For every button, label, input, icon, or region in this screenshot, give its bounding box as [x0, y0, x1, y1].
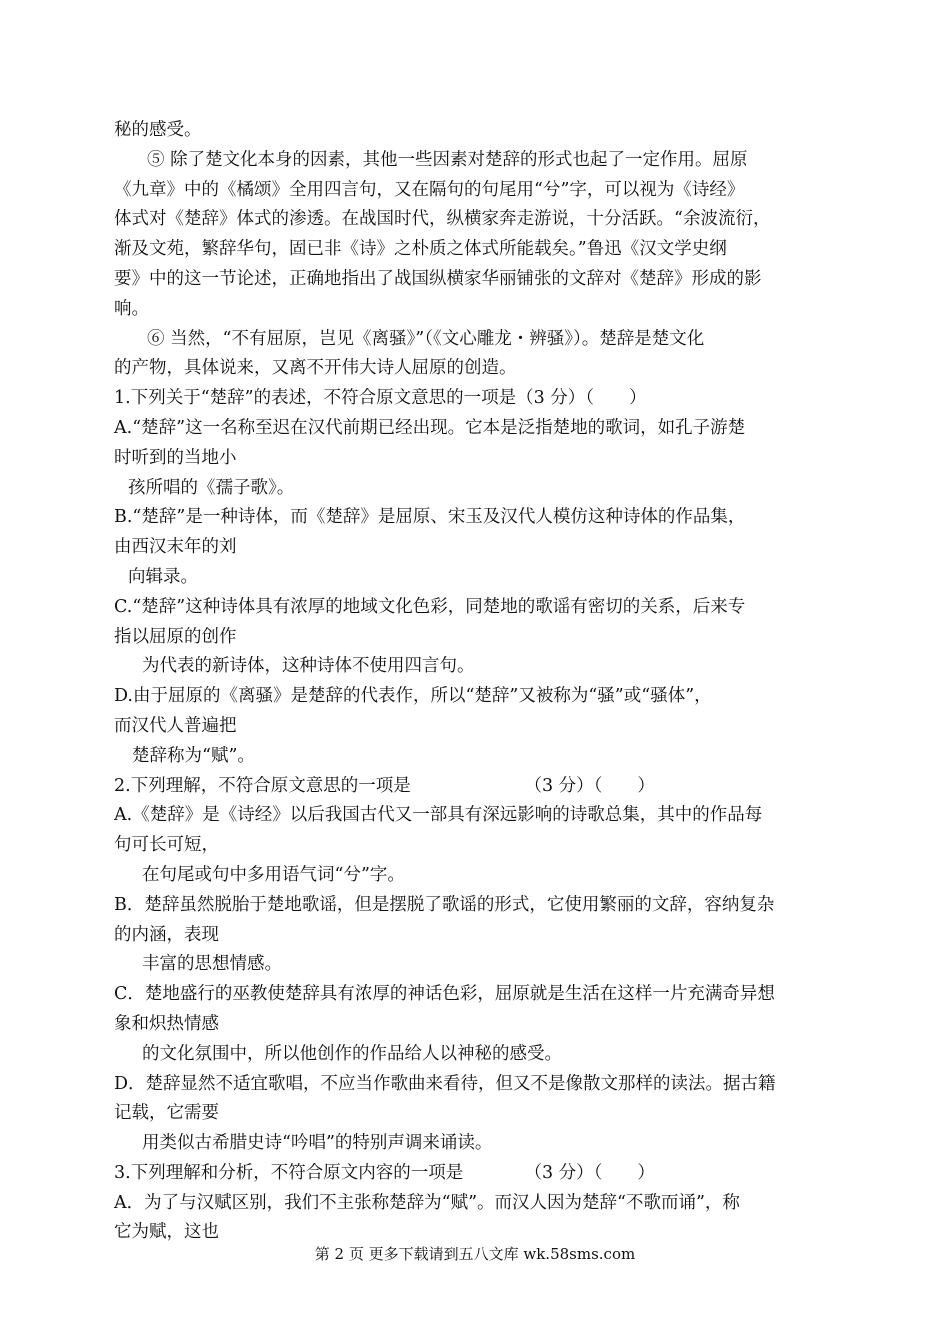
question-1-option-a: A.“楚辞”这一名称至迟在汉代前期已经出现。它本是泛指楚地的歌词，如孔子游楚: [114, 417, 746, 438]
text-line: 指以屈原的创作: [114, 626, 237, 647]
paragraph-5-start: ⑤ 除了楚文化本身的因素，其他一些因素对楚辞的形式也起了一定作用。屈原: [147, 149, 748, 170]
text-line: 《九章》中的《橘颂》全用四言句，又在隔句的句尾用“兮”字，可以视为《诗经》: [114, 179, 745, 200]
text-line: 用类似古希腊史诗“吟唱”的特别声调来诵读。: [142, 1133, 493, 1154]
text-line: 秘的感受。: [114, 120, 202, 140]
question-3-option-a: A．为了与汉赋区别，我们不主张称楚辞为“赋”。而汉人因为楚辞“不歌而诵”，称: [114, 1192, 740, 1213]
text-line: 孩所唱的《孺子歌》。: [128, 477, 295, 498]
text-line: 丰富的思想情感。: [142, 954, 282, 975]
text-line: 它为赋，这也: [114, 1222, 219, 1243]
text-line: 的内涵，表现: [114, 924, 219, 945]
text-line: 时听到的当地小: [114, 447, 237, 468]
document-body: [114, 116, 849, 1248]
paragraph-6-start: ⑥ 当然，“不有屈原，岂见《离骚》”（《文心雕龙・辨骚》）。楚辞是楚文化: [147, 328, 705, 349]
text-line: 向辑录。: [128, 566, 198, 587]
question-1-option-d: D.由于屈原的《离骚》是楚辞的代表作，所以“楚辞”又被称为“骚”或“骚体”，: [114, 686, 712, 707]
question-2-option-a: A.《楚辞》是《诗经》以后我国古代又一部具有深远影响的诗歌总集，其中的作品每: [114, 805, 763, 826]
question-1-option-c: C.“楚辞”这种诗体具有浓厚的地域文化色彩，同楚地的歌谣有密切的关系，后来专: [114, 596, 746, 617]
question-2-stem: 2.下列理解，不符合原文意思的一项是 （3 分）（ ）: [114, 775, 655, 796]
question-1-stem: 1.下列关于“楚辞”的表述，不符合原文意思的一项是（3 分）（ ）: [114, 388, 647, 409]
text-line: 由西汉末年的刘: [114, 537, 237, 558]
text-line: 记载，它需要: [114, 1103, 219, 1124]
text-line: 楚辞称为“赋”。: [132, 745, 255, 766]
text-line: 要》中的这一节论述，正确地指出了战国纵横家华丽铺张的文辞对《楚辞》形成的影: [114, 268, 762, 289]
text-line: 体式对《楚辞》体式的渗透。在战国时代，纵横家奔走游说，十分活跃。“余波流衍，: [114, 209, 771, 230]
text-line: 为代表的新诗体，这种诗体不使用四言句。: [142, 656, 475, 677]
text-line: 渐及文苑，繁辞华句，固已非《诗》之朴质之体式所能载矣。”鲁迅《汉文学史纲: [114, 239, 727, 260]
question-1-option-b: B.“楚辞”是一种诗体，而《楚辞》是屈原、宋玉及汉代人模仿这种诗体的作品集，: [114, 507, 746, 528]
text-line: 而汉代人普遍把: [114, 715, 237, 736]
question-3-stem: 3.下列理解和分析，不符合原文内容的一项是 （3 分）（ ）: [114, 1162, 655, 1183]
text-line: 句可长可短，: [114, 835, 219, 856]
page-footer: 第 2 页 更多下载请到五八文库 wk.58sms.com: [314, 1245, 636, 1263]
text-line: 象和炽热情感: [114, 1013, 219, 1034]
text-line: 响。: [114, 298, 149, 319]
text-line: 的产物，具体说来，又离不开伟大诗人屈原的创造。: [114, 358, 517, 379]
text-line: 的文化氛围中，所以他创作的作品给人以神秘的感受。: [142, 1043, 562, 1064]
text-line: 在句尾或句中多用语气词“兮”字。: [142, 864, 405, 885]
question-2-option-d: D．楚辞显然不适宜歌唱，不应当作歌曲来看待，但又不是像散文那样的读法。据古籍: [114, 1073, 776, 1094]
question-2-option-c: C．楚地盛行的巫教使楚辞具有浓厚的神话色彩，屈原就是生活在这样一片充满奇异想: [114, 984, 775, 1005]
question-2-option-b: B．楚辞虽然脱胎于楚地歌谣，但是摆脱了歌谣的形式，它使用繁丽的文辞，容纳复杂: [114, 894, 775, 915]
